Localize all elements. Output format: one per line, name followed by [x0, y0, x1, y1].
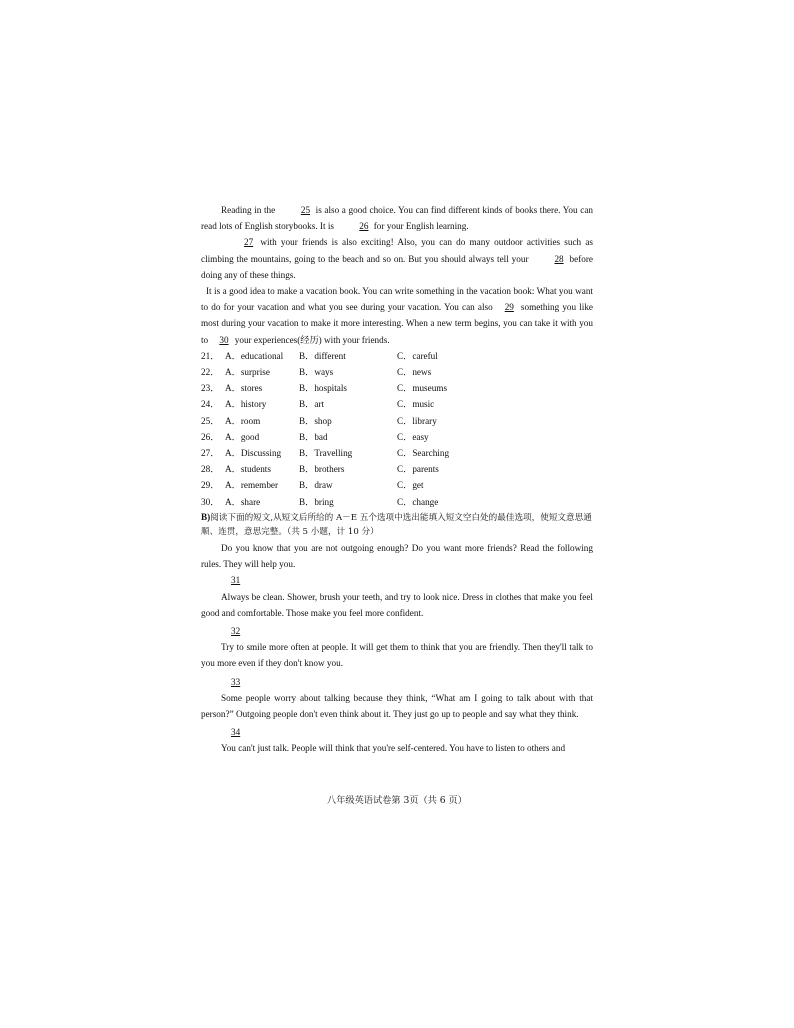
passage-paragraph-2 — [201, 234, 593, 283]
blank-33-line — [201, 674, 593, 690]
blank-32-line — [201, 623, 593, 639]
option-b: B．Travelling — [299, 447, 353, 458]
blank-34-line — [201, 724, 593, 740]
option-b: B．different — [299, 350, 346, 361]
option-row-22 — [201, 364, 593, 380]
text: your experiences(经历) with your friends. — [232, 334, 390, 345]
option-b: B．bad — [299, 431, 328, 442]
option-c: C．library — [397, 415, 437, 426]
option-row-29 — [201, 477, 593, 493]
option-a: A．remember — [225, 480, 279, 491]
option-b: B．ways — [299, 367, 334, 378]
rule-paragraph-33: Some people worry about talking because they think, “What am I going to talk about with that person?” Outgoing people don't even think about it. They just go up to people and say what they think. — [201, 692, 593, 719]
passage-paragraph-3 — [201, 283, 593, 348]
question-number: 25． — [201, 415, 220, 426]
option-c: C．get — [397, 480, 424, 491]
question-number: 24． — [201, 399, 220, 410]
text: is also a good choice. You can find different kinds of books there. You can read lots of English storybooks. It is — [201, 205, 593, 232]
option-b: B．brothers — [299, 464, 345, 475]
option-c: C．parents — [397, 464, 439, 475]
option-a: A．room — [225, 415, 261, 426]
question-number: 21． — [201, 350, 220, 361]
option-row-25 — [201, 413, 593, 429]
blank-32: 32 — [231, 625, 241, 636]
option-c: C．change — [397, 496, 439, 507]
option-b: B．hospitals — [299, 383, 347, 394]
option-b: B．draw — [299, 480, 333, 491]
question-number: 22． — [201, 367, 220, 378]
option-a: A．educational — [225, 350, 284, 361]
question-number: 29． — [201, 480, 220, 491]
options-list — [201, 348, 593, 510]
passage-paragraph-1 — [201, 202, 593, 234]
option-b: B．shop — [299, 415, 332, 426]
blank-27: 27 — [244, 237, 254, 248]
page-content — [201, 202, 593, 757]
page-footer: 八年级英语试卷第 3页（共 6 页） — [327, 795, 467, 806]
option-a: A．students — [225, 464, 271, 475]
blank-34: 34 — [231, 727, 241, 738]
option-a: A．share — [225, 496, 261, 507]
text: Reading in the — [221, 205, 278, 215]
option-row-21 — [201, 348, 593, 364]
option-row-28 — [201, 461, 593, 477]
option-c: C．music — [397, 399, 435, 410]
blank-26: 26 — [359, 221, 369, 232]
question-number: 30． — [201, 496, 220, 507]
question-number: 27． — [201, 447, 220, 458]
option-a: A．stores — [225, 383, 263, 394]
option-c: C．careful — [397, 350, 438, 361]
text: something you like most during your vacation to make it more interesting. When a new term begins, you can take it with you to — [201, 302, 593, 345]
rule-paragraph-34: You can't just talk. People will think that you're self-centered. You have to listen to others and — [221, 743, 566, 754]
blank-28: 28 — [554, 253, 564, 264]
blank-30: 30 — [219, 334, 229, 345]
option-row-23 — [201, 380, 593, 396]
option-row-24 — [201, 396, 593, 412]
section-label: B) — [201, 511, 211, 522]
option-row-30 — [201, 494, 593, 510]
option-a: A．history — [225, 399, 267, 410]
blank-31: 31 — [231, 575, 241, 586]
option-c: C．easy — [397, 431, 429, 442]
text: with your friends is also exciting! Also, you can do many outdoor activities such as climbing the mountains, going to the beach and so on. But you should always tell your — [201, 237, 593, 264]
question-number: 26． — [201, 431, 220, 442]
option-row-27 — [201, 445, 593, 461]
option-c: C．Searching — [397, 447, 450, 458]
blank-29: 29 — [504, 302, 514, 313]
blank-31-line — [201, 572, 593, 588]
option-c: C．news — [397, 367, 432, 378]
option-a: A．surprise — [225, 367, 270, 378]
blank-25: 25 — [300, 205, 311, 215]
text: for your English learning. — [371, 221, 469, 232]
question-number: 28． — [201, 464, 220, 475]
option-row-26 — [201, 429, 593, 445]
option-b: B．bring — [299, 496, 334, 507]
rule-paragraph-32: Try to smile more often at people. It will get them to think that you are friendly. Then they'll talk to you more even if they don't know you. — [201, 642, 593, 669]
question-number: 23． — [201, 383, 220, 394]
option-b: B．art — [299, 399, 325, 410]
option-a: A．Discussing — [225, 447, 282, 458]
rule-paragraph-31: Always be clean. Shower, brush your teeth, and try to look nice. Dress in clothes that make you feel good and comfortable. Those make you feel more confident. — [201, 591, 593, 618]
section-b-intro: Do you know that you are not outgoing enough? Do you want more friends? Read the following rules. They will help you. — [201, 542, 593, 570]
option-a: A．good — [225, 431, 260, 442]
option-c: C．museums — [397, 383, 448, 394]
instruction-text: 阅读下面的短文,从短文后所给的 A－E 五个选项中选出能填入短文空白处的最佳选项，使短文意思通顺、连贯，意思完整。（共 5 小题，计 10 分） — [201, 512, 592, 538]
text: It is a good idea to make a vacation book. You can write something in the vacation book: What you want to do for your vacation and what you see during your vacation. You can also — [201, 286, 593, 313]
blank-33: 33 — [231, 676, 241, 687]
section-b-instruction — [201, 510, 593, 540]
text: before doing any of these things. — [201, 253, 594, 280]
